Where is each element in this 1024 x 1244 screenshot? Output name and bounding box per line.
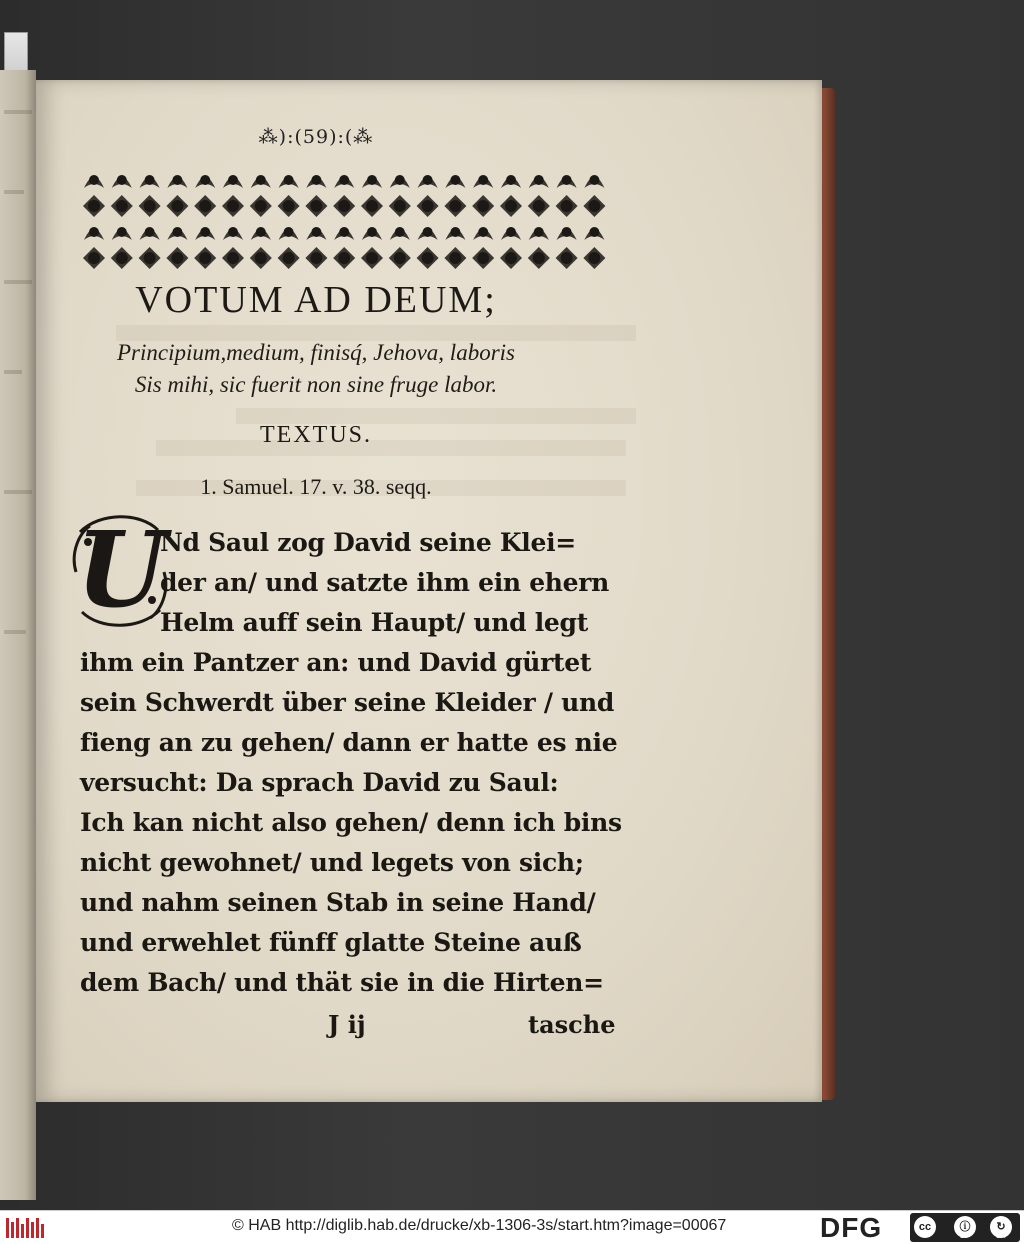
fleuron-ornament: [583, 195, 605, 217]
text-line: sein Schwerdt über seine Kleider / und: [80, 688, 614, 717]
decorated-initial: U: [76, 508, 167, 631]
book-page: [36, 80, 822, 1102]
fleuron-ornament: [84, 227, 104, 240]
fleuron-ornament: [501, 175, 521, 188]
fleuron-ornament: [84, 175, 104, 188]
fleuron-ornament: [361, 195, 383, 217]
motto-verse-line: Sis mihi, sic fuerit non sine fruge labor.: [134, 372, 498, 397]
ornamental-headpiece: [80, 166, 608, 274]
fleuron-ornament: [362, 175, 382, 188]
signature-mark: J ij: [328, 1010, 366, 1039]
fleuron-ornament: [528, 247, 550, 269]
text-line: und erwehlet fünff glatte Steine auß: [80, 928, 582, 957]
fleuron-ornament: [140, 175, 160, 188]
fleuron-ornament: [111, 195, 133, 217]
fleuron-ornament: [444, 247, 466, 269]
fleuron-ornament: [194, 247, 216, 269]
fleuron-ornament: [83, 247, 105, 269]
fleuron-ornament: [167, 175, 187, 188]
motto-verse-line: Principium,medium, finisq́, Jehova, laboris: [117, 340, 515, 365]
fleuron-ornament: [556, 195, 578, 217]
fleuron-ornament: [279, 175, 299, 188]
text-line: Helm auff sein Haupt/ und legt: [160, 608, 588, 637]
fleuron-ornament: [390, 227, 410, 240]
page-number: ⁂):(59):(⁂: [258, 126, 374, 148]
fleuron-ornament: [250, 247, 272, 269]
previous-page-edge: [0, 70, 36, 1200]
fleuron-ornament: [195, 175, 215, 188]
fleuron-ornament: [529, 175, 549, 188]
text-line: Ich kan nicht also gehen/ denn ich bins: [80, 808, 622, 837]
fleuron-ornament: [333, 195, 355, 217]
fleuron-ornament: [473, 175, 493, 188]
fleuron-ornament: [334, 175, 354, 188]
fleuron-ornament: [472, 247, 494, 269]
fleuron-ornament: [445, 227, 465, 240]
fleuron-ornament: [500, 195, 522, 217]
fleuron-ornament: [334, 227, 354, 240]
fleuron-ornament: [278, 195, 300, 217]
fleuron-ornament: [250, 195, 272, 217]
catchword: tasche: [528, 1010, 616, 1039]
scripture-reference: 1. Samuel. 17. v. 38. seqq.: [200, 474, 432, 499]
fleuron-ornament: [195, 227, 215, 240]
share-alike-icon: ↻: [990, 1216, 1012, 1238]
fleuron-ornament: [417, 195, 439, 217]
fleuron-ornament: [529, 227, 549, 240]
fleuron-ornament: [361, 247, 383, 269]
page-title: VOTUM AD DEUM;: [135, 279, 497, 321]
fleuron-ornament: [445, 175, 465, 188]
cc-icon: cc: [914, 1216, 936, 1238]
fleuron-ornament: [305, 195, 327, 217]
fleuron-ornament: [389, 247, 411, 269]
fleuron-ornament: [166, 247, 188, 269]
fleuron-ornament: [444, 195, 466, 217]
text-line: versucht: Da sprach David zu Saul:: [80, 768, 559, 797]
fleuron-ornament: [333, 247, 355, 269]
text-line: der an/ und satzte ihm ein ehern: [160, 568, 610, 597]
fleuron-ornament: [222, 247, 244, 269]
fleuron-ornament: [500, 247, 522, 269]
fleuron-ornament: [305, 247, 327, 269]
text-line: fieng an zu gehen/ dann er hatte es nie: [80, 728, 618, 757]
hab-logo-icon[interactable]: [6, 1218, 46, 1238]
fleuron-ornament: [278, 247, 300, 269]
creative-commons-license-badge[interactable]: [910, 1213, 1020, 1242]
text-line: ihm ein Pantzer an: und David gürtet: [80, 648, 592, 677]
section-heading: TEXTUS.: [260, 422, 372, 448]
fleuron-ornament: [140, 227, 160, 240]
fleuron-ornament: [279, 227, 299, 240]
viewer-footer: [0, 1210, 1024, 1244]
fleuron-ornament: [112, 227, 132, 240]
text-line: dem Bach/ und thät sie in die Hirten=: [80, 968, 604, 997]
attribution-icon: ⓘ: [954, 1216, 976, 1238]
fleuron-ornament: [557, 227, 577, 240]
fleuron-ornament: [473, 227, 493, 240]
fleuron-ornament: [139, 247, 161, 269]
fleuron-ornament: [583, 247, 605, 269]
fleuron-ornament: [584, 175, 604, 188]
fleuron-ornament: [418, 227, 438, 240]
fleuron-ornament: [194, 195, 216, 217]
fleuron-ornament: [223, 175, 243, 188]
fleuron-ornament: [556, 247, 578, 269]
dfg-logo[interactable]: DFG: [820, 1212, 883, 1243]
fleuron-ornament: [223, 227, 243, 240]
fleuron-ornament: [112, 175, 132, 188]
fleuron-ornament: [390, 175, 410, 188]
scan-color-target: [4, 32, 28, 74]
license-by-label: BY: [960, 1233, 970, 1240]
fleuron-ornament: [417, 247, 439, 269]
fleuron-ornament: [139, 195, 161, 217]
fleuron-ornament: [251, 175, 271, 188]
fleuron-ornament: [306, 175, 326, 188]
fleuron-ornament: [83, 195, 105, 217]
fleuron-ornament: [389, 195, 411, 217]
license-sa-label: SA: [996, 1233, 1006, 1240]
text-line: nicht gewohnet/ und legets von sich;: [80, 848, 584, 877]
text-line: und nahm seinen Stab in seine Hand/: [80, 888, 596, 917]
fleuron-ornament: [306, 227, 326, 240]
fleuron-ornament: [222, 195, 244, 217]
text-line: Nd Saul zog David seine Klei=: [160, 528, 576, 557]
copyright-link[interactable]: © HAB http://diglib.hab.de/drucke/xb-1306-3s/start.htm?image=00067: [232, 1217, 727, 1234]
fleuron-ornament: [111, 247, 133, 269]
fleuron-ornament: [557, 175, 577, 188]
fleuron-ornament: [362, 227, 382, 240]
fleuron-ornament: [584, 227, 604, 240]
fleuron-ornament: [166, 195, 188, 217]
fleuron-ornament: [501, 227, 521, 240]
fleuron-ornament: [251, 227, 271, 240]
fleuron-ornament: [167, 227, 187, 240]
fleuron-ornament: [418, 175, 438, 188]
fleuron-ornament: [472, 195, 494, 217]
fleuron-ornament: [528, 195, 550, 217]
